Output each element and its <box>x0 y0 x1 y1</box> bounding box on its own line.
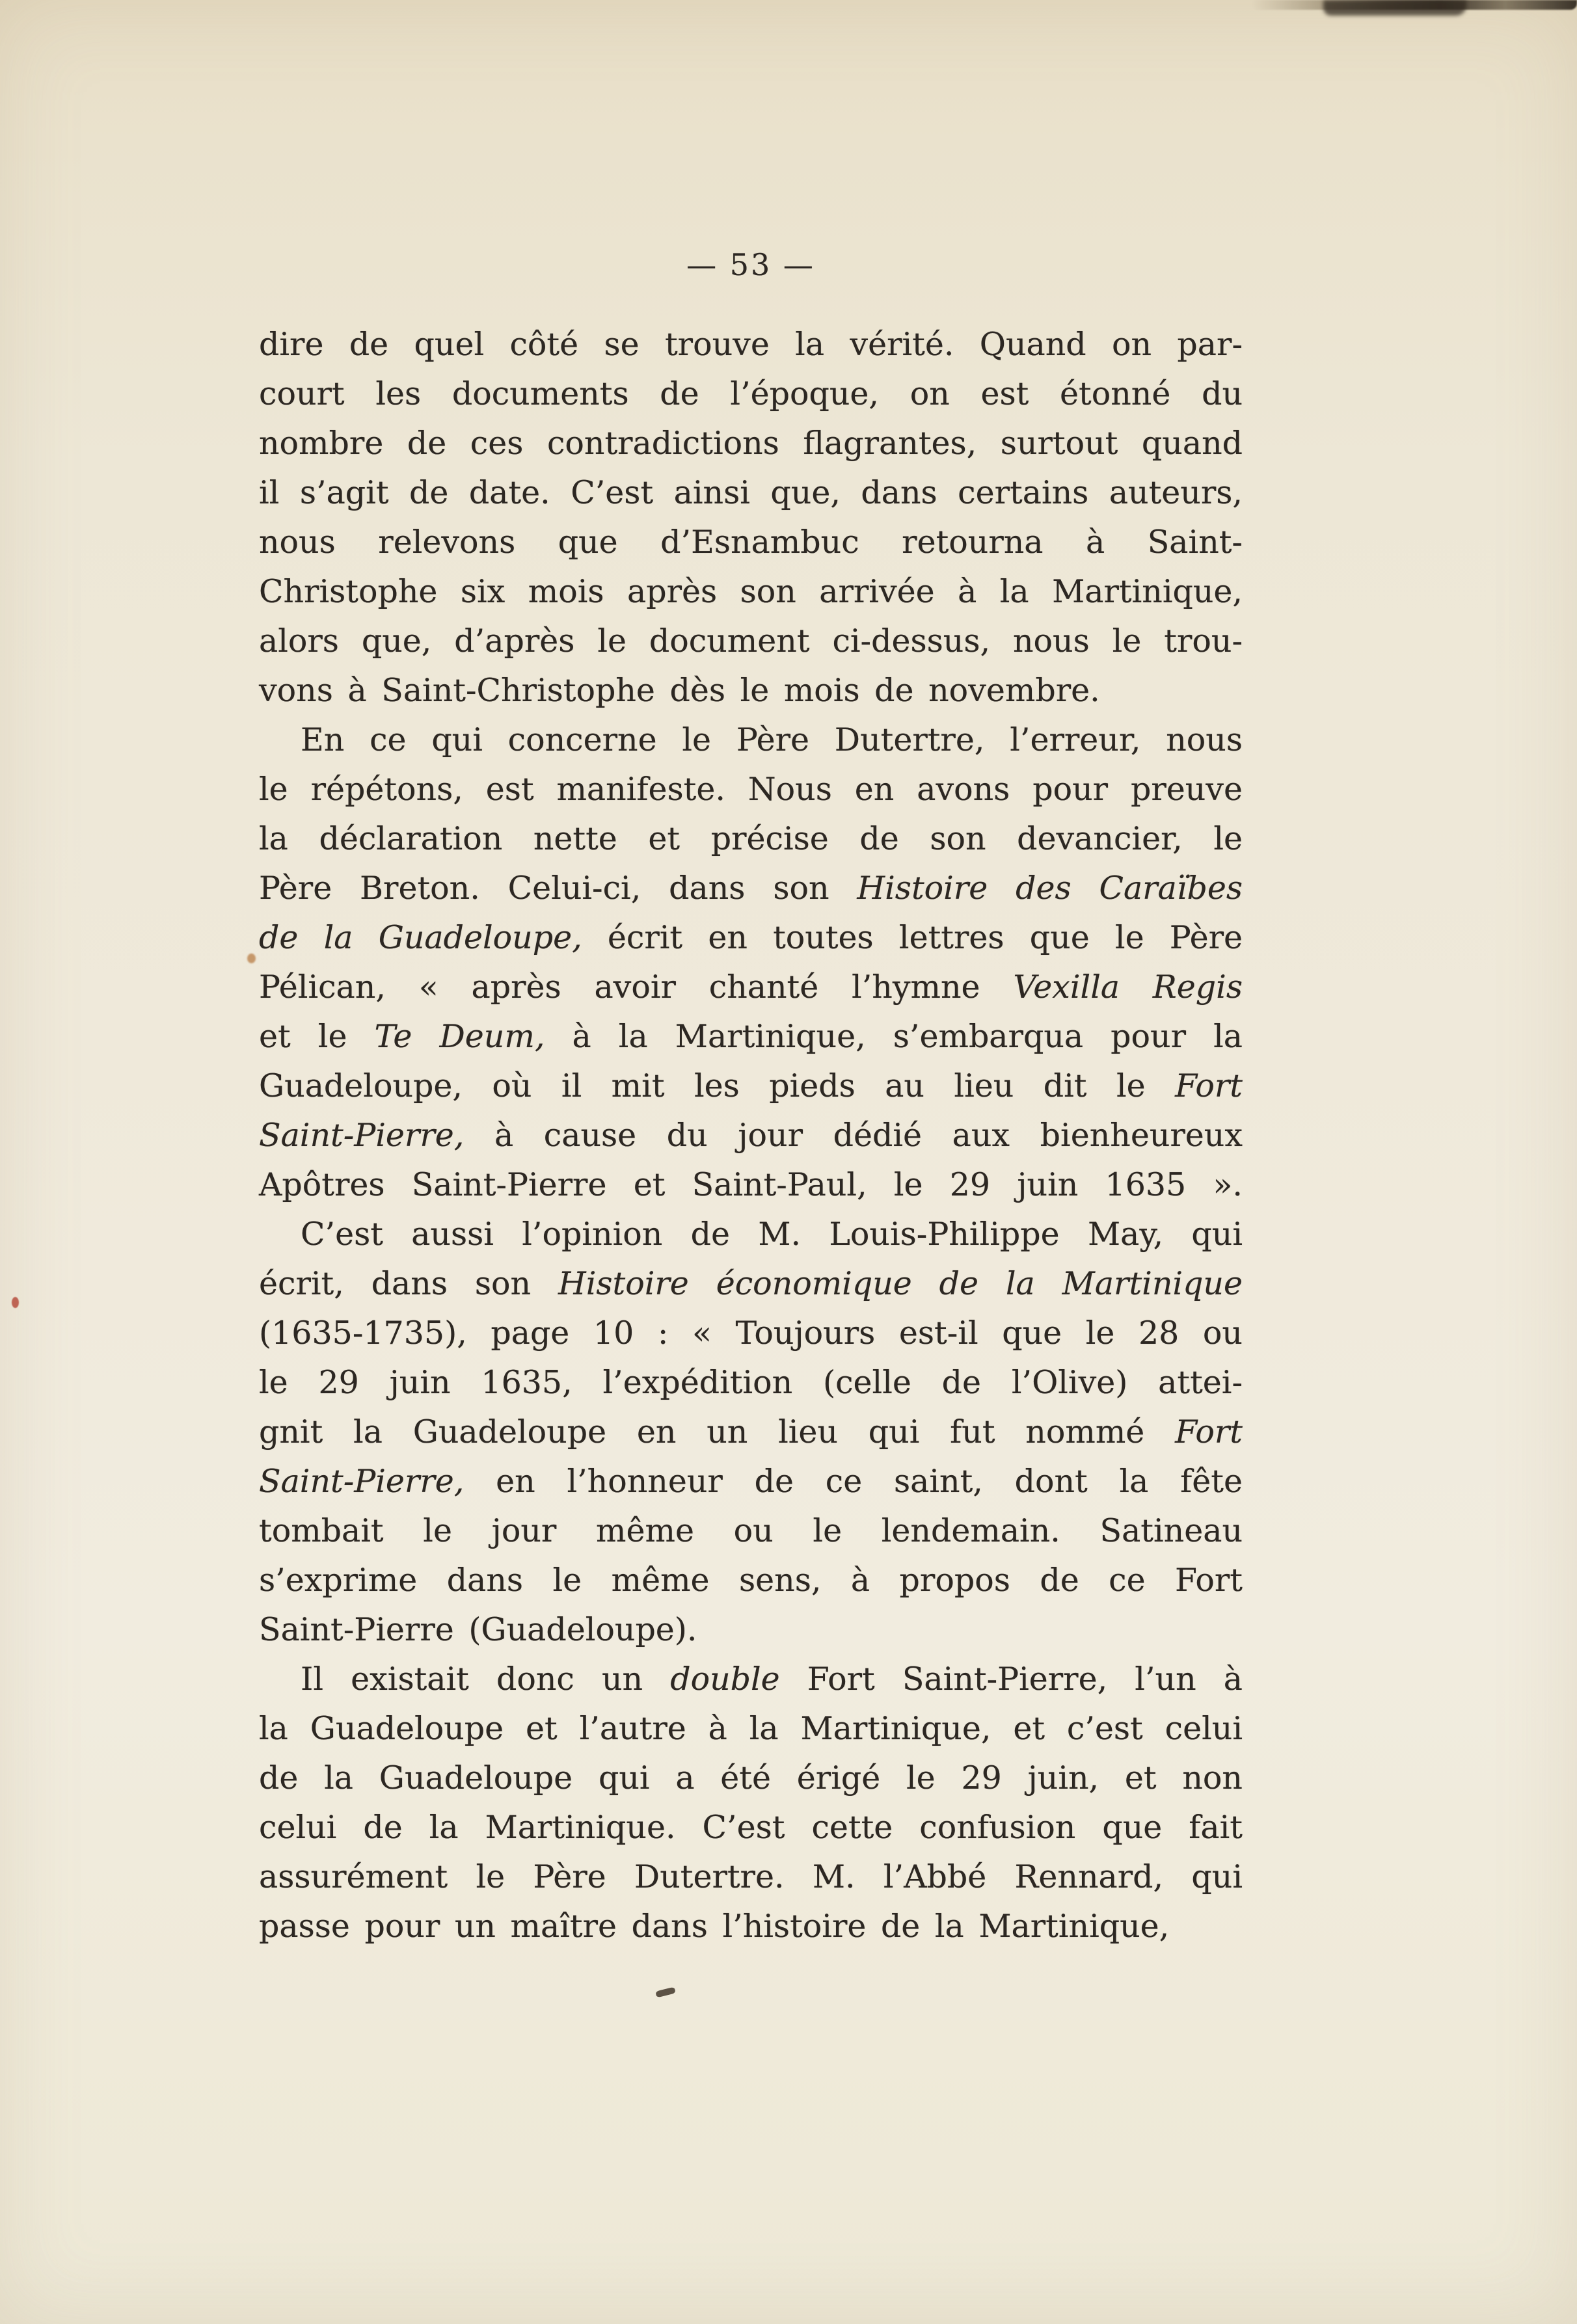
text-line <box>259 913 1243 963</box>
text-segment: alors que, d’après le document ci-dessus, nous le trou- <box>259 622 1243 660</box>
text-segment: assurément le Père Dutertre. M. l’Abbé Rennard, qui <box>259 1858 1243 1895</box>
text-segment: Guadeloupe, où il mit les pieds au lieu dit le <box>259 1067 1176 1104</box>
text-line <box>259 617 1243 666</box>
text-line <box>259 320 1243 369</box>
text-segment: Christophe six mois après son arrivée à la Martinique, <box>259 573 1243 610</box>
text-segment: vons à Saint-Christophe dès le mois de novembre. <box>259 672 1100 709</box>
text-segment: à la Martinique, s’embarqua pour la <box>545 1018 1243 1055</box>
text-line <box>259 1062 1243 1111</box>
text-segment: nombre de ces contradictions flagrantes, surtout quand <box>259 425 1243 462</box>
text-line <box>259 1902 1243 1951</box>
italic-text-segment: Vexilla Regis <box>1013 968 1243 1006</box>
text-line <box>259 1309 1243 1358</box>
italic-text-segment: double <box>670 1661 780 1698</box>
text-segment: en l’honneur de ce saint, dont la fête <box>464 1463 1243 1500</box>
text-line <box>259 814 1243 864</box>
scan-edge-smudge <box>1252 0 1577 10</box>
text-segment: s’exprime dans le même sens, à propos de ce Fort <box>259 1562 1243 1599</box>
text-line <box>259 715 1243 765</box>
red-spot-artifact <box>12 1297 19 1308</box>
text-line <box>259 1457 1243 1506</box>
text-segment: écrit, dans son <box>259 1265 558 1302</box>
text-segment: Il existait donc un <box>301 1661 671 1698</box>
text-segment: tombait le jour même ou le lendemain. Satineau <box>259 1512 1243 1549</box>
text-block <box>259 320 1243 1951</box>
text-line <box>259 1704 1243 1754</box>
text-line <box>259 666 1243 715</box>
italic-text-segment: Te Deum, <box>374 1018 545 1055</box>
text-segment: le répétons, est manifeste. Nous en avons pour preuve <box>259 771 1243 808</box>
italic-text-segment: Histoire économique de la Martinique <box>558 1265 1243 1302</box>
text-line <box>259 1803 1243 1852</box>
text-segment: le 29 juin 1635, l’expédition (celle de l’Olive) attei- <box>259 1364 1243 1401</box>
text-segment: la déclaration nette et précise de son devancier, le <box>259 820 1243 857</box>
text-segment: Fort Saint-Pierre, l’un à <box>779 1661 1243 1698</box>
text-line <box>259 1210 1243 1259</box>
text-segment: écrit en toutes lettres que le Père <box>582 919 1243 956</box>
text-segment: Apôtres Saint-Pierre et Saint-Paul, le 29 juin 1635 ». <box>259 1166 1243 1203</box>
text-line <box>259 1605 1243 1655</box>
text-line <box>259 864 1243 913</box>
text-segment: Pélican, « après avoir chanté l’hymne <box>259 968 1014 1006</box>
page-number: — 53 — <box>686 247 815 282</box>
text-segment: et le <box>259 1018 375 1055</box>
text-line <box>259 468 1243 518</box>
text-segment: court les documents de l’époque, on est étonné du <box>259 375 1243 412</box>
text-line <box>259 963 1243 1012</box>
italic-text-segment: Saint-Pierre, <box>259 1117 465 1154</box>
text-segment: dire de quel côté se trouve la vérité. Quand on par- <box>259 326 1243 363</box>
italic-text-segment: Saint-Pierre, <box>259 1463 465 1500</box>
text-line <box>259 1506 1243 1556</box>
text-line <box>259 1852 1243 1902</box>
text-line <box>259 1408 1243 1457</box>
text-line <box>259 1655 1243 1704</box>
text-line <box>259 1111 1243 1160</box>
text-line <box>259 1754 1243 1803</box>
text-segment: C’est aussi l’opinion de M. Louis-Philippe May, qui <box>301 1216 1243 1253</box>
italic-text-segment: Fort <box>1175 1067 1243 1104</box>
italic-text-segment: Fort <box>1175 1413 1243 1450</box>
text-segment: En ce qui concerne le Père Dutertre, l’erreur, nous <box>301 721 1243 758</box>
text-line <box>259 1358 1243 1408</box>
text-line <box>259 369 1243 419</box>
text-segment: Père Breton. Celui-ci, dans son <box>259 870 857 907</box>
text-segment: (1635-1735), page 10 : « Toujours est-il que le 28 ou <box>259 1315 1243 1352</box>
text-segment: il s’agit de date. C’est ainsi que, dans certains auteurs, <box>259 474 1243 511</box>
text-segment: de la Guadeloupe qui a été érigé le 29 juin, et non <box>259 1759 1243 1796</box>
text-segment: Saint-Pierre (Guadeloupe). <box>259 1611 697 1648</box>
text-line <box>259 1012 1243 1062</box>
text-segment: passe pour un maître dans l’histoire de la Martinique, <box>259 1908 1170 1945</box>
text-line <box>259 419 1243 468</box>
text-line <box>259 765 1243 814</box>
text-segment: à cause du jour dédié aux bienheureux <box>464 1117 1243 1154</box>
text-line <box>259 1259 1243 1309</box>
text-line <box>259 518 1243 567</box>
text-segment: nous relevons que d’Esnambuc retourna à Saint- <box>259 524 1243 561</box>
text-line <box>259 1556 1243 1605</box>
text-line <box>259 567 1243 617</box>
italic-text-segment: de la Guadeloupe, <box>259 919 582 956</box>
text-segment: la Guadeloupe et l’autre à la Martinique, et c’est celui <box>259 1710 1243 1747</box>
text-segment: gnit la Guadeloupe en un lieu qui fut nommé <box>259 1413 1176 1450</box>
italic-text-segment: Histoire des Caraïbes <box>857 870 1243 907</box>
rust-spot-artifact <box>247 954 256 963</box>
ink-dash-artifact <box>655 1987 676 1998</box>
text-line <box>259 1160 1243 1210</box>
text-segment: celui de la Martinique. C’est cette confusion que fait <box>259 1809 1243 1846</box>
